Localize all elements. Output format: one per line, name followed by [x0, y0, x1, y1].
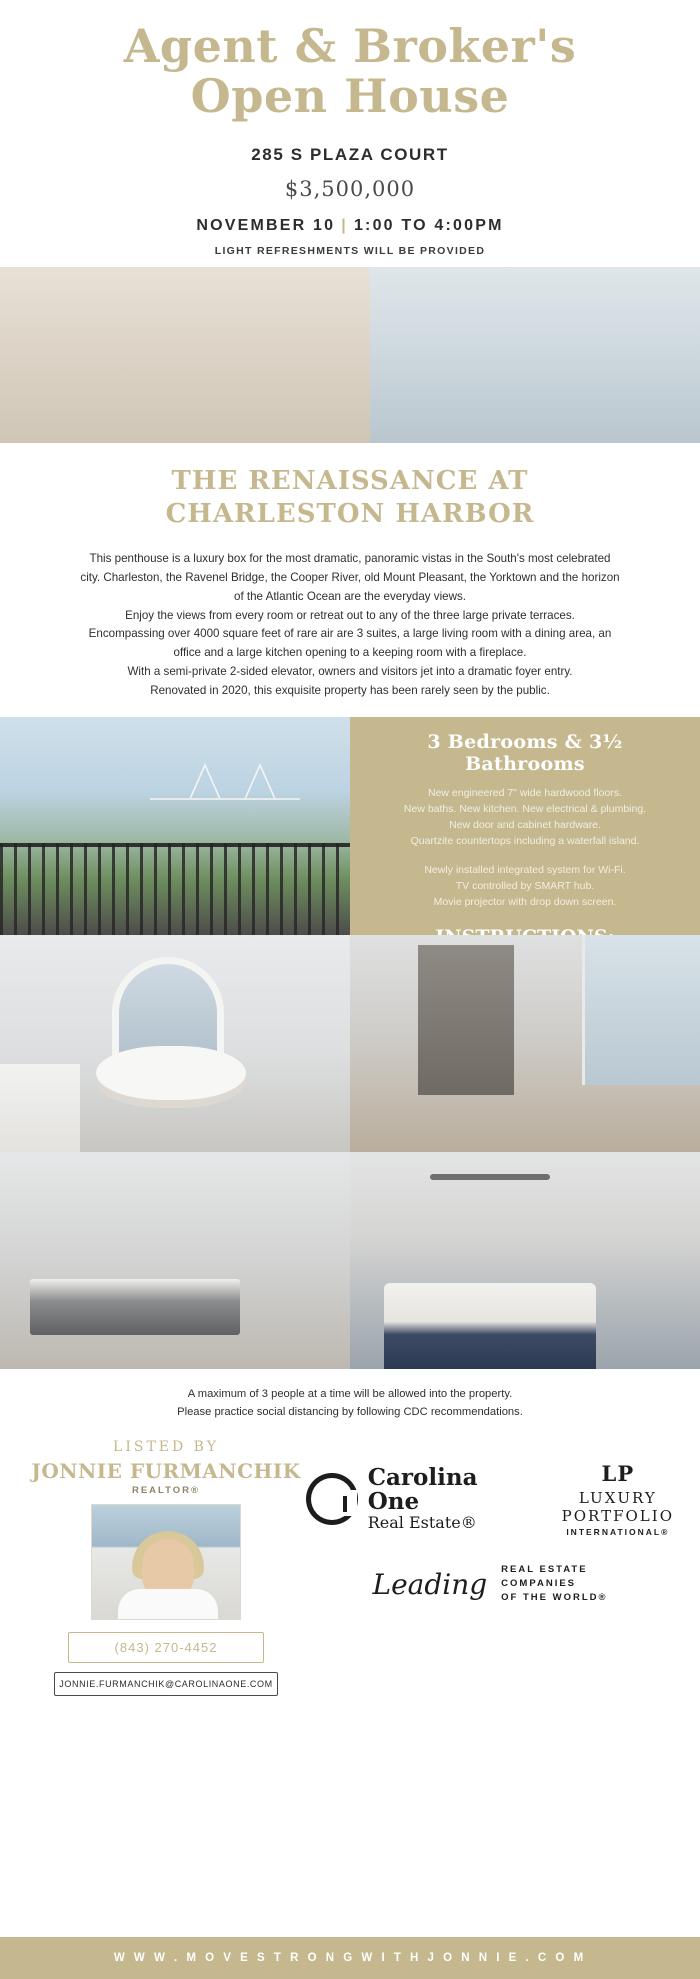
datetime-separator: | [341, 217, 348, 235]
description-paragraph: Renovated in 2020, this exquisite property has been rarely seen by the public. [150, 683, 550, 697]
photo-living-room [0, 267, 370, 443]
agent-and-brands [0, 1435, 700, 1714]
soaking-tub [96, 1046, 246, 1100]
leading-script-wordmark: Leading [372, 1567, 488, 1601]
specs-panel [350, 717, 700, 935]
luxury-portfolio-logo [562, 1461, 674, 1537]
bridge-graphic [150, 759, 300, 805]
gallery-row-1 [0, 935, 700, 1152]
title-line-2: Open House [190, 68, 510, 123]
hero-photo-band [0, 267, 700, 443]
feature-item: New engineered 7" wide hardwood floors. [427, 786, 622, 799]
website-url: W W W . M O V E S T R O N G W I T H J O N N I E . C O M [113, 1952, 587, 1964]
property-title-line-1: THE RENAISSANCE AT [171, 466, 529, 497]
agent-name: JONNIE FURMANCHIK [31, 1458, 301, 1483]
header [0, 0, 700, 267]
listed-by-label: LISTED BY [113, 1438, 219, 1455]
feature-item: Newly installed integrated system for Wi-Fi. [424, 863, 626, 876]
leading-line-1: REAL ESTATE [501, 1563, 588, 1575]
footer-website-bar[interactable] [0, 1937, 700, 1979]
ceiling-fan [430, 1174, 550, 1180]
balcony-railing [0, 843, 350, 935]
waterfall-island [30, 1279, 240, 1335]
window-wall [582, 935, 700, 1085]
description-paragraph: With a semi-private 2-sided elevator, owners and visitors jet into a dramatic foyer entry. [127, 665, 573, 679]
avatar-body [118, 1589, 218, 1619]
property-price: $3,500,000 [284, 177, 416, 202]
property-title-line-2: CHARLESTON HARBOR [165, 498, 535, 529]
two-sided-fireplace [418, 945, 514, 1095]
photo-kitchen [0, 1152, 350, 1369]
feature-item: New door and cabinet hardware. [449, 819, 601, 832]
specs-heading: 3 Bedrooms & 3½ Bathrooms [427, 730, 623, 775]
carolina-one-c-icon [306, 1473, 358, 1525]
carolina-one-line-2: Real Estate® [367, 1512, 477, 1532]
photo-harbor-view [0, 717, 350, 935]
description-paragraph: Encompassing over 4000 square feet of rare air are 3 suites, a large living room with a dining area, an office and a large kitchen opening to a keeping room with a fireplace. [88, 627, 612, 660]
notice-line-1: A maximum of 3 people at a time will be allowed into the property. [187, 1387, 513, 1400]
description-paragraph: This penthouse is a luxury box for the most dramatic, panoramic vistas in the South's most celebrated city. Charleston, the Ravenel Bridge, the Cooper River, old Mount Pleasant, the Yorktown and the horizon of the Atlantic Ocean are the everyday views. [80, 552, 620, 603]
leading-line-2: COMPANIES [501, 1578, 577, 1590]
notice-line-2: Please practice social distancing by following CDC recommendations. [177, 1405, 523, 1418]
bed [384, 1283, 596, 1369]
property-title [30, 465, 670, 530]
description-paragraph: Enjoy the views from every room or retreat out to any of the three large private terraces. [125, 608, 575, 622]
brand-row-1 [306, 1461, 674, 1537]
event-date: NOVEMBER 10 [196, 217, 336, 235]
covid-notice [0, 1369, 700, 1435]
title-line-1: Agent & Broker's [123, 19, 577, 73]
avatar [91, 1504, 241, 1620]
property-title-block [0, 443, 700, 536]
specs-section [0, 717, 700, 935]
agent-title: REALTOR® [131, 1484, 201, 1496]
event-time: 1:00 TO 4:00PM [353, 217, 504, 235]
luxury-portfolio-line-2: PORTFOLIO [561, 1506, 674, 1525]
photo-terrace-windows [370, 267, 700, 443]
features-group-1 [366, 785, 684, 850]
feature-item: TV controlled by SMART hub. [455, 879, 595, 892]
carolina-one-line-1: Carolina One [367, 1464, 478, 1516]
feature-item: Movie projector with drop down screen. [433, 896, 617, 909]
leading-line-3: OF THE WORLD® [501, 1592, 608, 1604]
agent-phone-button[interactable]: (843) 270-4452 [68, 1632, 264, 1663]
vanity-cabinet [0, 1064, 80, 1152]
leading-res-logo [372, 1563, 607, 1606]
leading-subtext [501, 1563, 607, 1606]
carolina-one-logo [306, 1466, 536, 1531]
photo-bedroom [350, 1152, 700, 1369]
agent-email-button[interactable]: JONNIE.FURMANCHIK@CAROLINAONE.COM [54, 1672, 278, 1696]
luxury-portfolio-line-3: INTERNATIONAL® [566, 1526, 670, 1537]
event-datetime [40, 217, 660, 235]
features-group-2 [366, 862, 684, 911]
luxury-portfolio-line-1: LUXURY [578, 1488, 657, 1507]
carolina-one-wordmark [368, 1466, 536, 1531]
feature-item: Quartzite countertops including a waterfall island. [410, 835, 640, 848]
agent-card [26, 1439, 306, 1696]
photo-bathroom [0, 935, 350, 1152]
luxury-portfolio-monogram: LP [601, 1460, 635, 1486]
feature-item: New baths. New kitchen. New electrical & plumbing. [403, 802, 647, 815]
property-description [80, 550, 620, 700]
page-title [40, 19, 660, 123]
brand-row-2 [306, 1563, 674, 1606]
brand-logos [306, 1439, 674, 1696]
gallery-row-2 [0, 1152, 700, 1369]
photo-keeping-room [350, 935, 700, 1152]
property-address: 285 S PLAZA COURT [251, 145, 449, 165]
refreshments-note: LIGHT REFRESHMENTS WILL BE PROVIDED [214, 245, 486, 258]
